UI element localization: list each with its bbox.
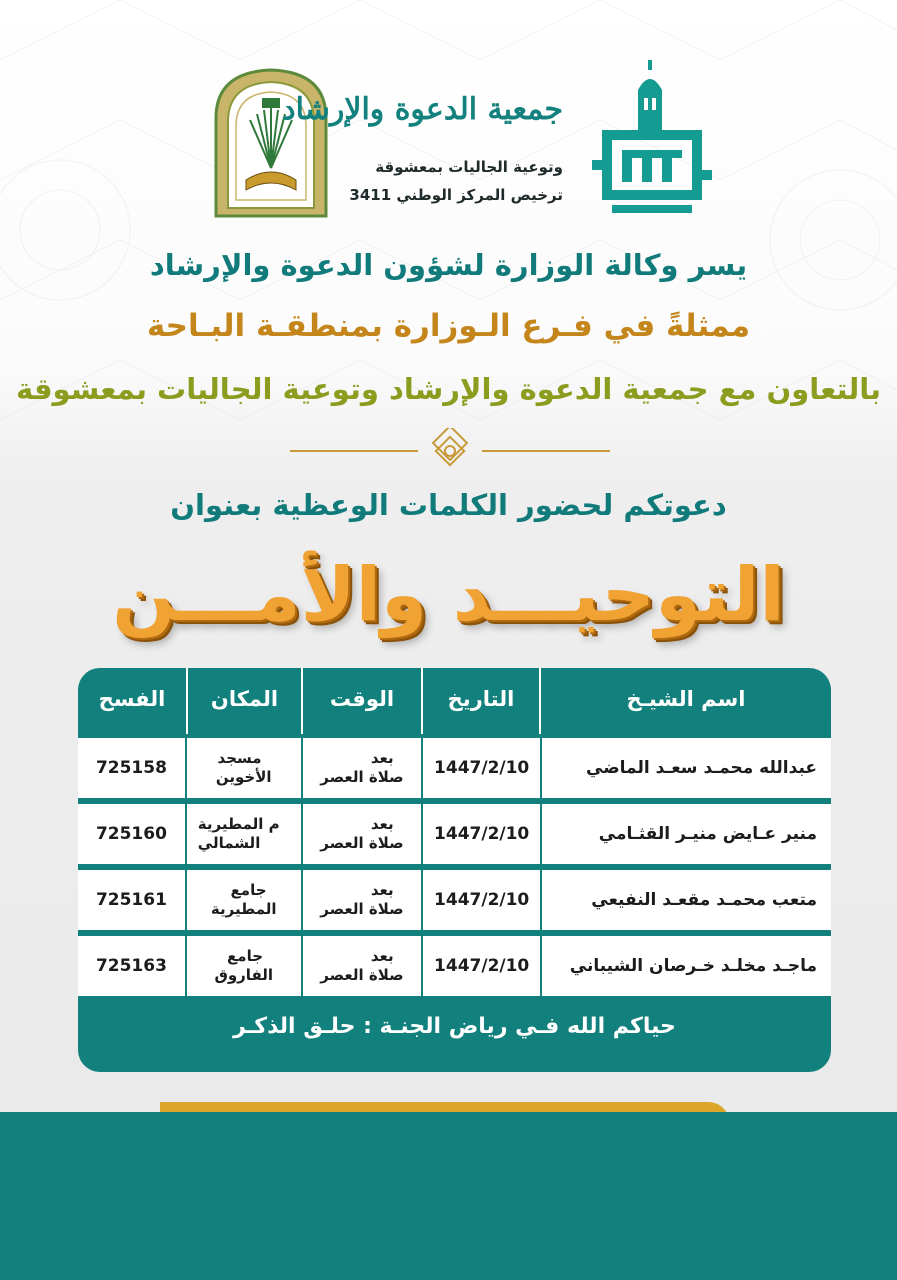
table-row	[78, 870, 831, 930]
lecture-place: مسجد الأخوين	[187, 738, 301, 798]
intro-line2: ممثلةً في فـرع الـوزارة بمنطقـة البـاحة	[146, 308, 751, 344]
header-time: الوقت	[301, 668, 421, 734]
lecture-time: بعد صلاة العصر	[303, 870, 422, 930]
table-footer: حياكم الله فـي رياض الجنـة : حلـق الذكـر	[233, 1014, 676, 1039]
lecture-date: 1447/2/10	[423, 804, 540, 864]
association-name: جمعية الدعوة والإرشاد	[282, 92, 563, 127]
association-line2: وتوعية الجاليات بمعشوقة	[375, 158, 563, 176]
table-row	[78, 804, 831, 864]
schedule-table	[78, 668, 831, 1072]
sheikh-name: عبدالله محمـد سعـد الماضي	[542, 738, 831, 798]
ornament-divider-icon	[290, 428, 610, 474]
lecture-place: جامع المطيرية	[187, 870, 301, 930]
bottom-band	[0, 1112, 897, 1280]
header-sheikh: اسم الشيـخ	[539, 668, 831, 734]
event-title: التوحيـــد والأمـــن	[112, 552, 785, 638]
kufic-calligraphy-logo-icon	[592, 60, 712, 215]
lecture-time: بعد صلاة العصر	[303, 804, 422, 864]
ministry-emblem-icon	[212, 68, 330, 218]
license-text: ترخيص المركز الوطني 3411	[349, 186, 563, 204]
lecture-time: بعد صلاة العصر	[303, 738, 422, 798]
lecture-date: 1447/2/10	[423, 870, 540, 930]
sheikh-name: منير عـايض منيـر القثـامي	[542, 804, 831, 864]
permit-number: 725160	[78, 804, 185, 864]
header-date: التاريخ	[421, 668, 539, 734]
lecture-time: بعد صلاة العصر	[303, 936, 422, 996]
table-row	[78, 738, 831, 798]
permit-number: 725163	[78, 936, 185, 996]
lecture-date: 1447/2/10	[423, 738, 540, 798]
lecture-place: م المطيرية الشمالي	[187, 804, 301, 864]
association-block	[282, 92, 575, 212]
table-header	[78, 668, 831, 734]
intro-line3: بالتعاون مع جمعية الدعوة والإرشاد وتوعية الجاليات بمعشوقة	[15, 372, 882, 406]
table-row	[78, 936, 831, 996]
lecture-date: 1447/2/10	[423, 936, 540, 996]
intro-line1: يسر وكالة الوزارة لشؤون الدعوة والإرشاد	[149, 248, 748, 282]
header-permit: الفسح	[98, 687, 166, 711]
sheikh-name: ماجـد مخلـد خـرصان الشيباني	[542, 936, 831, 996]
header-place: المكان	[186, 668, 301, 734]
permit-number: 725158	[78, 738, 185, 798]
intro-line4: دعوتكم لحضور الكلمات الوعظية بعنوان	[170, 488, 727, 522]
sheikh-name: متعب محمـد مقعـد النفيعي	[542, 870, 831, 930]
lecture-place: جامع الفاروق	[187, 936, 301, 996]
permit-number: 725161	[78, 870, 185, 930]
